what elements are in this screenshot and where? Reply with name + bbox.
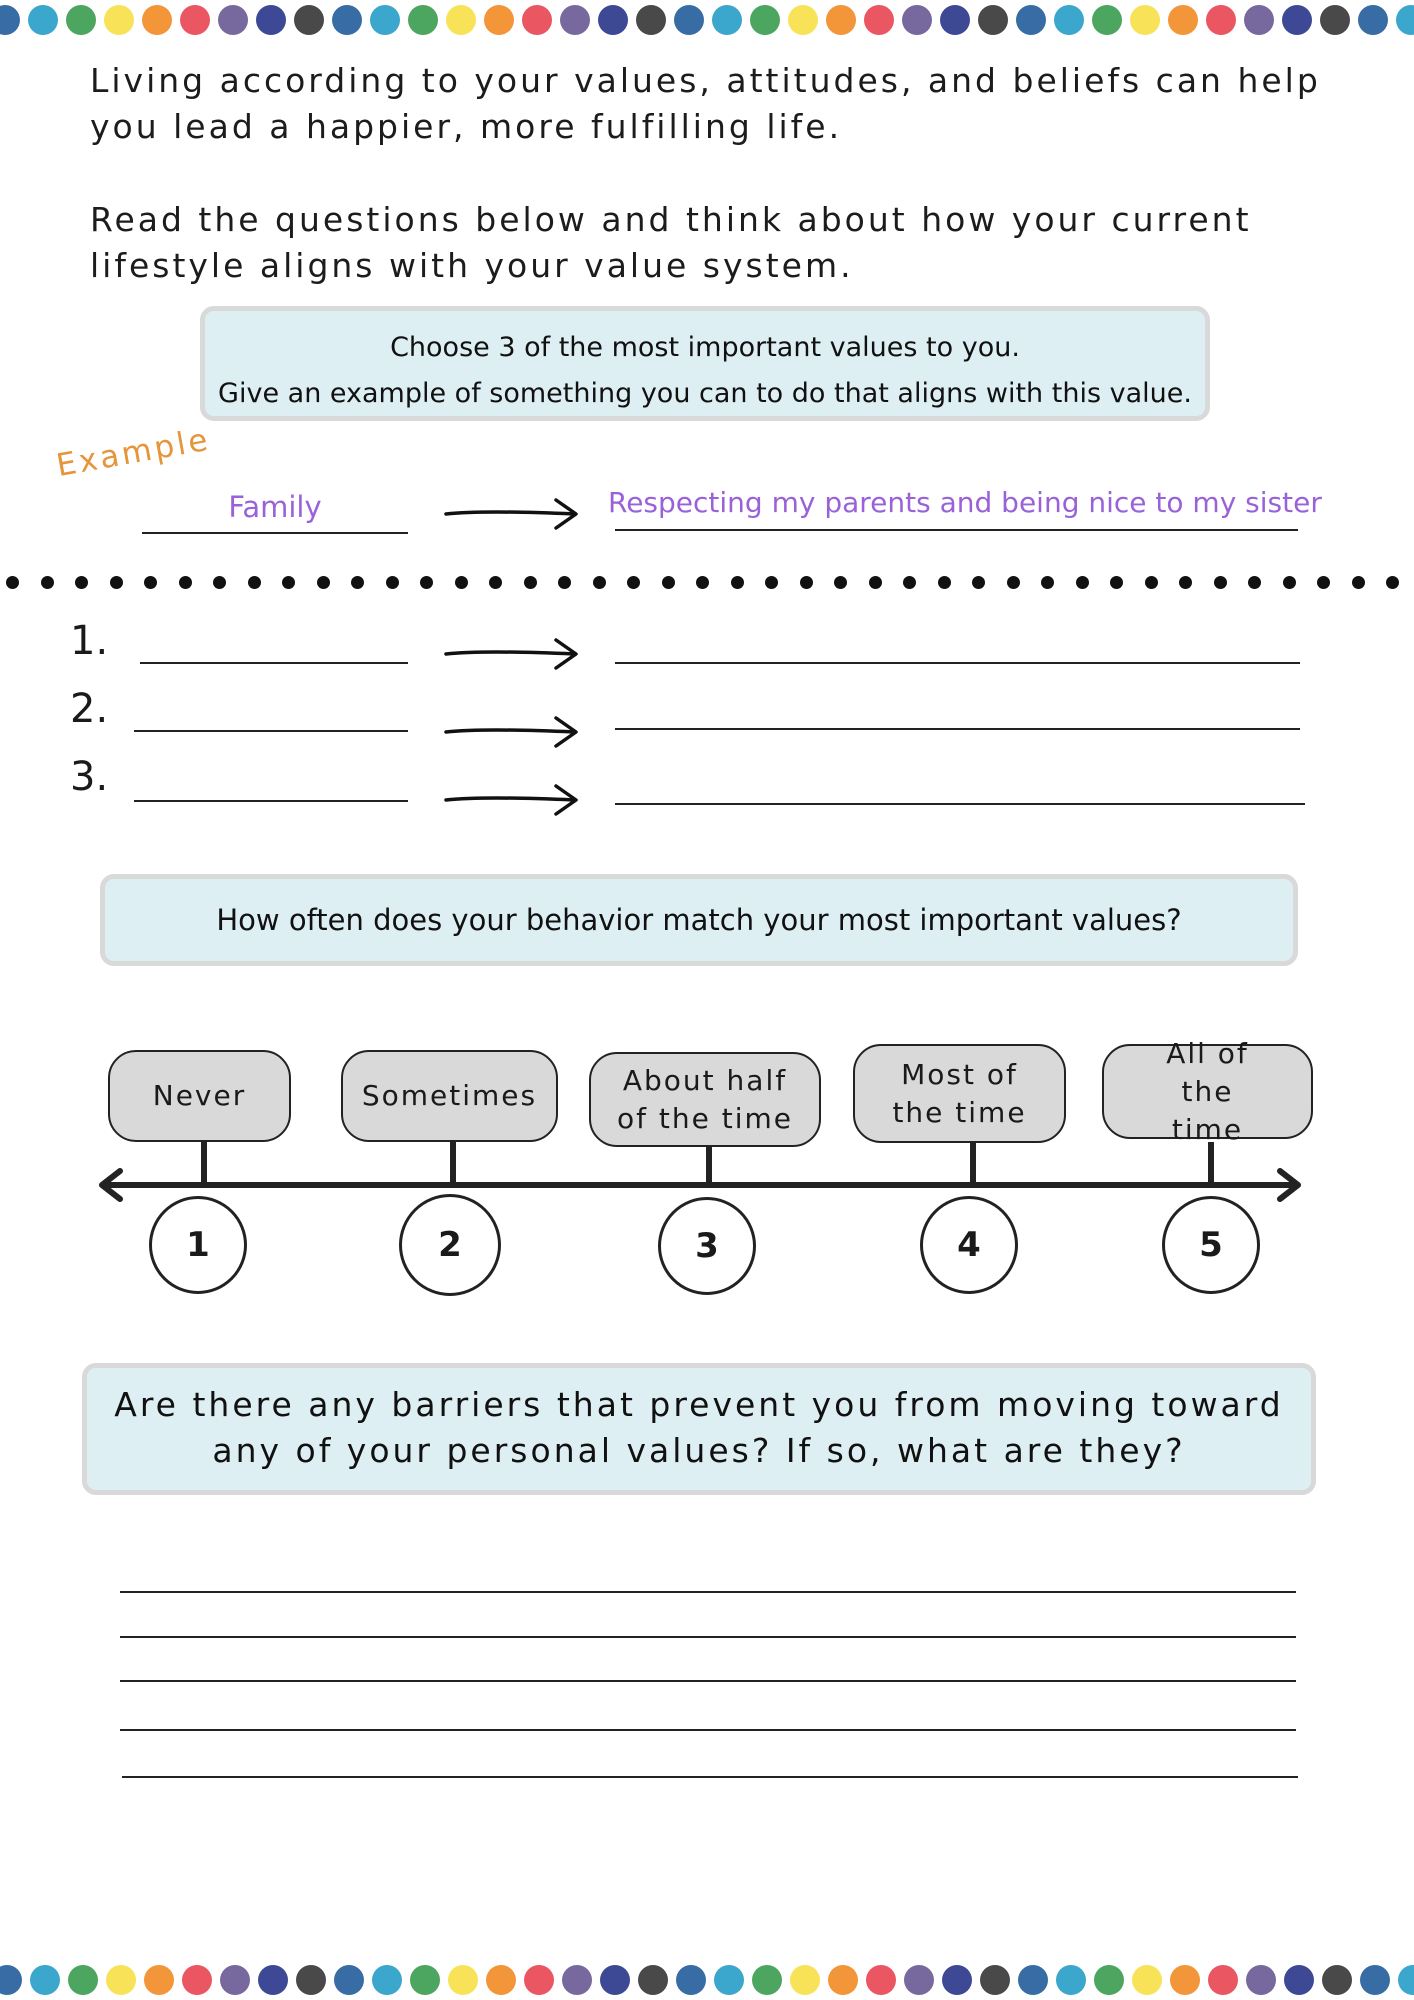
entry-2-value-field[interactable]	[134, 730, 408, 732]
values-prompt-line-1: Choose 3 of the most important values to you.	[390, 332, 1020, 363]
decorative-dot	[1018, 1965, 1048, 1995]
decorative-dot	[828, 1965, 858, 1995]
example-value: Family	[228, 490, 322, 524]
answer-line-3[interactable]	[120, 1680, 1296, 1682]
example-value-line	[142, 532, 408, 534]
decorative-dot	[560, 5, 590, 35]
answer-line-4[interactable]	[120, 1729, 1296, 1731]
decorative-dot	[182, 1965, 212, 1995]
decorative-dot	[1284, 1965, 1314, 1995]
decorative-dot	[1206, 5, 1236, 35]
answer-line-5[interactable]	[122, 1776, 1298, 1778]
decorative-dot	[220, 1965, 250, 1995]
decorative-dot	[486, 1965, 516, 1995]
entry-1-arrow-icon	[444, 634, 584, 674]
decorative-dot	[940, 5, 970, 35]
scale-option-about-half[interactable]: About half of the time	[589, 1052, 821, 1147]
scale-number-5[interactable]: 5	[1162, 1196, 1260, 1294]
divider-dot	[317, 576, 330, 589]
decorative-dot	[448, 1965, 478, 1995]
decorative-dot	[978, 5, 1008, 35]
divider-dot	[627, 576, 640, 589]
decorative-dot	[180, 5, 210, 35]
decorative-dot	[1130, 5, 1160, 35]
divider-dot	[972, 576, 985, 589]
decorative-dot	[636, 5, 666, 35]
decorative-dot	[484, 5, 514, 35]
decorative-dot	[980, 1965, 1010, 1995]
answer-line-1[interactable]	[120, 1591, 1296, 1593]
divider-dot	[282, 576, 295, 589]
decorative-dot	[1170, 1965, 1200, 1995]
entry-1-value-field[interactable]	[140, 662, 408, 664]
decorative-dot	[790, 1965, 820, 1995]
divider-dot	[144, 576, 157, 589]
divider-dot	[800, 576, 813, 589]
decorative-dot	[1056, 1965, 1086, 1995]
divider-dot	[455, 576, 468, 589]
divider-dot	[1214, 576, 1227, 589]
divider-dot	[1386, 576, 1399, 589]
decorative-dot	[788, 5, 818, 35]
divider-dot	[248, 576, 261, 589]
decorative-dot	[256, 5, 286, 35]
barriers-prompt-box	[82, 1363, 1316, 1495]
divider-dot	[696, 576, 709, 589]
divider-dot	[213, 576, 226, 589]
decorative-dot	[1244, 5, 1274, 35]
divider-dot	[593, 576, 606, 589]
entry-3-action-field[interactable]	[615, 803, 1305, 805]
entry-number-1: 1.	[70, 618, 109, 664]
decorative-dot	[30, 1965, 60, 1995]
divider-dot	[420, 576, 433, 589]
decorative-dot	[676, 1965, 706, 1995]
entry-number-3: 3.	[70, 754, 109, 800]
decorative-dot	[332, 5, 362, 35]
decorative-dot	[1168, 5, 1198, 35]
scale-number-3[interactable]: 3	[658, 1197, 756, 1295]
decorative-dot	[1132, 1965, 1162, 1995]
divider-dot	[1007, 576, 1020, 589]
decorative-dot	[562, 1965, 592, 1995]
decorative-dot	[68, 1965, 98, 1995]
decorative-dot	[334, 1965, 364, 1995]
decorative-dot	[598, 5, 628, 35]
divider-dot	[1317, 576, 1330, 589]
divider-dot	[489, 576, 502, 589]
decorative-dot	[1358, 5, 1388, 35]
scale-number-1[interactable]: 1	[149, 1196, 247, 1294]
divider-dot	[386, 576, 399, 589]
divider-dot	[1179, 576, 1192, 589]
barriers-prompt-text: Are there any barriers that prevent you from moving toward any of your personal values? If so, what are they?	[114, 1385, 1284, 1470]
decorative-dot	[0, 5, 20, 35]
decorative-dot	[600, 1965, 630, 1995]
divider-dot	[75, 576, 88, 589]
entry-number-2: 2.	[70, 686, 109, 732]
decorative-dot	[1396, 5, 1414, 35]
divider-dot	[869, 576, 882, 589]
decorative-dot	[370, 5, 400, 35]
decorative-dot	[524, 1965, 554, 1995]
entry-3-value-field[interactable]	[134, 800, 408, 802]
divider-dot	[731, 576, 744, 589]
scale-option-all[interactable]: All of the time	[1102, 1044, 1313, 1139]
divider-dot	[662, 576, 675, 589]
decorative-dot	[144, 1965, 174, 1995]
top-dot-border	[0, 0, 1414, 40]
divider-dot	[351, 576, 364, 589]
divider-dot	[1283, 576, 1296, 589]
decorative-dot	[1320, 5, 1350, 35]
decorative-dot	[1398, 1965, 1414, 1995]
decorative-dot	[408, 5, 438, 35]
decorative-dot	[902, 5, 932, 35]
decorative-dot	[750, 5, 780, 35]
decorative-dot	[866, 1965, 896, 1995]
scale-option-sometimes[interactable]: Sometimes	[341, 1050, 558, 1142]
decorative-dot	[942, 1965, 972, 1995]
divider-dot	[765, 576, 778, 589]
intro-paragraph-1: Living according to your values, attitudes, and beliefs can help you lead a happier, more fulfilling life.	[90, 61, 1321, 146]
decorative-dot	[904, 1965, 934, 1995]
intro-paragraph-2: Read the questions below and think about how your current lifestyle aligns with your value system.	[90, 200, 1252, 285]
decorative-dot	[1208, 1965, 1238, 1995]
divider-dot	[41, 576, 54, 589]
decorative-dot	[410, 1965, 440, 1995]
decorative-dot	[106, 1965, 136, 1995]
decorative-dot	[66, 5, 96, 35]
decorative-dot	[1360, 1965, 1390, 1995]
decorative-dot	[638, 1965, 668, 1995]
example-action-line	[615, 529, 1298, 531]
scale-option-never[interactable]: Never	[108, 1050, 291, 1142]
decorative-dot	[0, 1965, 22, 1995]
decorative-dot	[1054, 5, 1084, 35]
frequency-prompt-text: How often does your behavior match your most important values?	[216, 903, 1182, 937]
decorative-dot	[1282, 5, 1312, 35]
divider-dot	[938, 576, 951, 589]
decorative-dot	[864, 5, 894, 35]
decorative-dot	[1016, 5, 1046, 35]
entry-2-action-field[interactable]	[615, 728, 1300, 730]
decorative-dot	[258, 1965, 288, 1995]
scale-option-most[interactable]: Most of the time	[853, 1044, 1066, 1143]
scale-number-2[interactable]: 2	[399, 1194, 501, 1296]
decorative-dot	[372, 1965, 402, 1995]
entry-2-arrow-icon	[444, 712, 584, 752]
decorative-dot	[522, 5, 552, 35]
decorative-dot	[1092, 5, 1122, 35]
divider-dot	[1145, 576, 1158, 589]
answer-line-2[interactable]	[120, 1636, 1296, 1638]
divider-dot	[110, 576, 123, 589]
decorative-dot	[104, 5, 134, 35]
decorative-dot	[674, 5, 704, 35]
decorative-dot	[142, 5, 172, 35]
divider-dot	[179, 576, 192, 589]
divider-dot	[6, 576, 19, 589]
example-arrow-icon	[444, 494, 584, 534]
values-prompt-line-2: Give an example of something you can to do that aligns with this value.	[218, 378, 1192, 409]
divider-dot	[1076, 576, 1089, 589]
decorative-dot	[1322, 1965, 1352, 1995]
divider-dot	[1248, 576, 1261, 589]
decorative-dot	[826, 5, 856, 35]
divider-dot	[558, 576, 571, 589]
divider-dot	[903, 576, 916, 589]
entry-1-action-field[interactable]	[615, 662, 1300, 664]
entry-3-arrow-icon	[444, 780, 584, 820]
decorative-dot	[294, 5, 324, 35]
example-label: Example	[53, 421, 214, 484]
decorative-dot	[714, 1965, 744, 1995]
dotted-divider	[0, 575, 1414, 591]
decorative-dot	[712, 5, 742, 35]
decorative-dot	[752, 1965, 782, 1995]
decorative-dot	[446, 5, 476, 35]
decorative-dot	[1094, 1965, 1124, 1995]
decorative-dot	[296, 1965, 326, 1995]
divider-dot	[1110, 576, 1123, 589]
values-prompt-box	[200, 306, 1210, 421]
decorative-dot	[218, 5, 248, 35]
decorative-dot	[28, 5, 58, 35]
divider-dot	[1352, 576, 1365, 589]
frequency-prompt-box	[100, 874, 1298, 966]
divider-dot	[834, 576, 847, 589]
example-action: Respecting my parents and being nice to my sister	[608, 486, 1322, 519]
bottom-dot-border	[0, 1960, 1414, 2000]
divider-dot	[524, 576, 537, 589]
scale-number-4[interactable]: 4	[920, 1196, 1018, 1294]
divider-dot	[1041, 576, 1054, 589]
decorative-dot	[1246, 1965, 1276, 1995]
